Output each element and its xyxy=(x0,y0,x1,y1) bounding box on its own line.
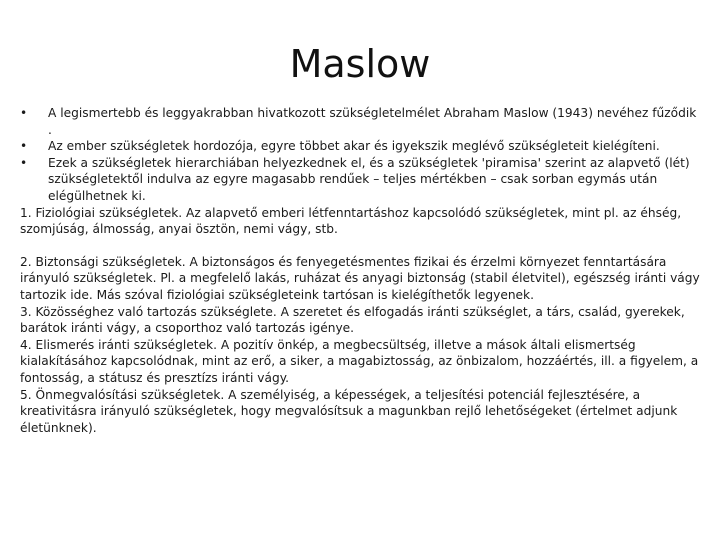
bullet-text: A legismertebb és leggyakrabban hivatkozott szükségletelmélet Abraham Maslow (1943) nevéhez fűződik . xyxy=(48,106,697,137)
bullet-text: Az ember szükségletek hordozója, egyre többet akar és igyekszik meglévő szükségleteit kielégíteni. xyxy=(48,139,660,154)
slide-content xyxy=(20,105,702,436)
bullet-text: Ezek a szükségletek hierarchiában helyezkednek el, és a szükségletek 'piramisa' szerint az alapvető (lét) szükségletektől indulva az egyre magasabb rendűek – teljes mértékben – csak sorban egymás után elégülhetnek ki. xyxy=(48,155,690,203)
need-paragraph-physiological: 1. Fiziológiai szükségletek. Az alapvető emberi létfenntartáshoz kapcsolódó szükségletek, mint pl. az éhség, szomjúság, álmosság, anyai ösztön, nemi vágy, stb. xyxy=(20,205,682,237)
slide-title: Maslow xyxy=(289,42,431,86)
need-paragraph-self-actualization: 5. Önmegvalósítási szükségletek. A személyiség, a képességek, a teljesítési potenciál fejlesztésére, a kreativitásra irányuló szükségletek, hogy megvalósítsuk a magunkban rejlő lehetőségeket (értelmet adjunk életünknek). xyxy=(20,387,678,435)
need-paragraph-belonging: 3. Közösséghez való tartozás szükséglete. A szeretet és elfogadás iránti szükséglet, a társ, család, gyerekek, barátok iránti vágy, a csoporthoz való tartozás igénye. xyxy=(20,304,685,336)
bullet-item xyxy=(20,138,702,155)
need-paragraph-safety: 2. Biztonsági szükségletek. A biztonságos és fenyegetésmentes fizikai és érzelmi környezet fenntartására irányuló szükségletek. Pl. a megfelelő lakás, ruházat és anyagi biztonság (stabil életvitel), egészség iránti vágy tartozik ide. Más szóval fiziológiai szükségleteink tartósan is kielégíthetők legyenek. xyxy=(20,254,700,302)
need-paragraph-esteem: 4. Elismerés iránti szükségletek. A pozitív önkép, a megbecsültség, illetve a mások általi elismertség kialakításához kapcsolódnak, mint az erő, a siker, a magabiztosság, az önbizalom, hozzáértés, ill. a figyelem, a fontosság, a státusz és presztízs iránti vágy. xyxy=(20,337,699,385)
bullet-item xyxy=(20,105,702,138)
bullet-dot: • xyxy=(20,139,28,154)
paragraph-spacer xyxy=(20,238,702,254)
bullet-list xyxy=(20,105,702,205)
bullet-dot: • xyxy=(20,106,28,120)
bullet-dot: • xyxy=(20,155,28,170)
bullet-item xyxy=(20,155,702,205)
